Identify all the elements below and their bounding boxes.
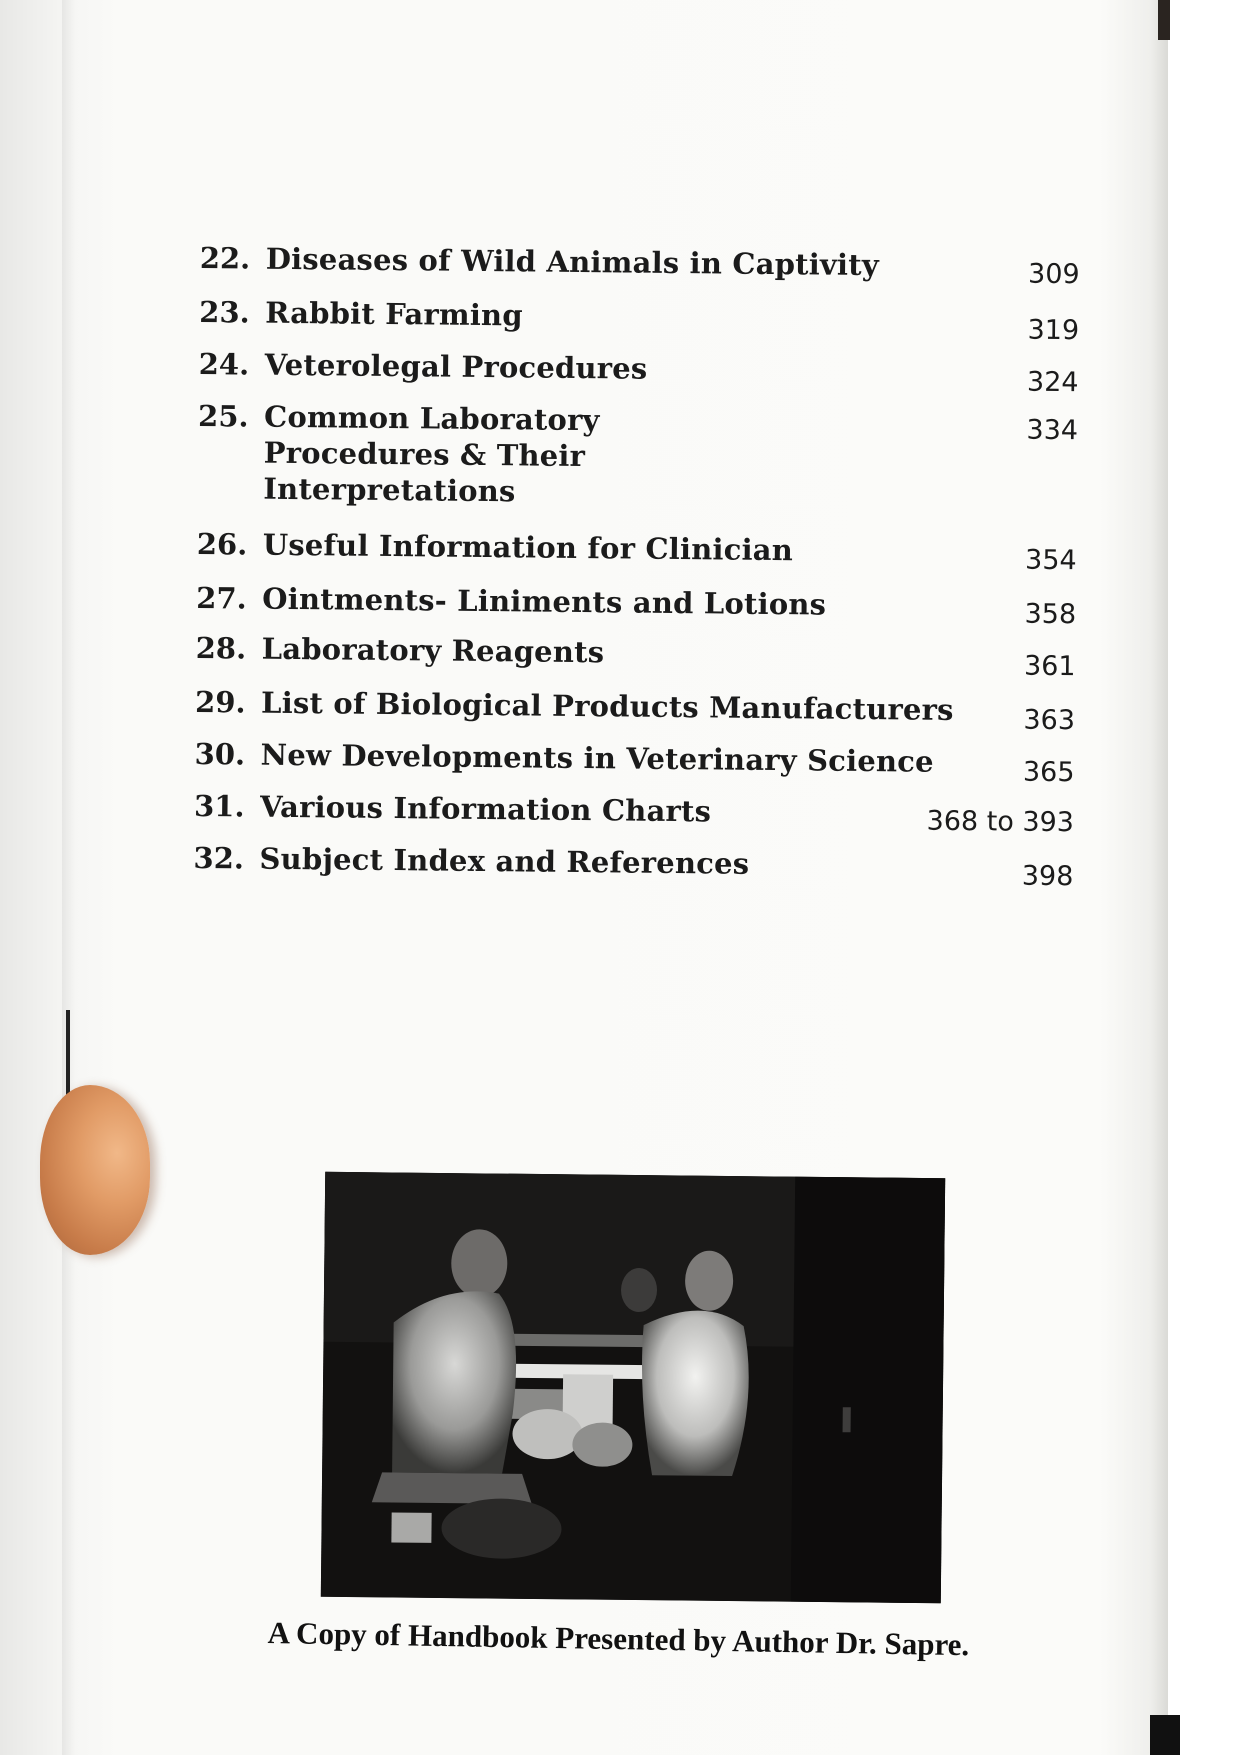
toc-entry <box>197 398 1078 515</box>
toc-entry-page: 358 <box>1024 598 1077 631</box>
toc-entry-number: 26. <box>196 526 248 562</box>
toc-entry-number: 29. <box>194 684 246 720</box>
toc-entry-title: Ointments- Liniments and Lotions <box>262 581 827 622</box>
toc-entry-page: 368 to 393 <box>926 805 1075 839</box>
toc-entry-number: 22. <box>199 240 251 276</box>
toc-entry-title: Common Laboratory Procedures & Their Interpretations <box>263 399 600 509</box>
toc-entry-title: List of Biological Products Manufacturers <box>260 685 954 727</box>
page-right-margin <box>1168 0 1240 1755</box>
toc-entry <box>193 840 1074 893</box>
table-of-contents <box>193 240 1080 893</box>
toc-entry-page: 334 <box>1026 414 1079 447</box>
toc-entry-number: 30. <box>194 736 246 772</box>
book-cover-edge-bottom <box>1150 1715 1180 1755</box>
toc-entry-number: 28. <box>195 630 247 666</box>
toc-entry-title: New Developments in Veterinary Science <box>260 737 934 779</box>
toc-entry-title: Various Information Charts <box>259 789 712 829</box>
book-cover-edge-top <box>1158 0 1170 40</box>
holding-thumb <box>40 1085 150 1255</box>
toc-entry-number: 31. <box>193 788 245 824</box>
toc-entry <box>196 526 1077 577</box>
toc-entry-number: 27. <box>196 580 247 616</box>
toc-entry <box>196 580 1077 631</box>
toc-entry-title: Diseases of Wild Animals in Captivity <box>265 241 880 283</box>
toc-entry-title: Laboratory Reagents <box>261 631 605 670</box>
toc-entry <box>194 736 1075 789</box>
toc-entry-page: 361 <box>1023 650 1076 683</box>
presentation-photo-image <box>321 1172 945 1603</box>
toc-entry-title: Rabbit Farming <box>265 295 523 333</box>
toc-entry-page: 398 <box>1021 860 1074 893</box>
toc-entry <box>195 630 1076 683</box>
toc-entry-number: 24. <box>198 346 250 382</box>
presentation-photo <box>321 1172 945 1603</box>
toc-entry-page: 324 <box>1026 366 1079 399</box>
toc-entry <box>199 240 1080 291</box>
page-binding-shadow <box>62 0 76 1755</box>
toc-entry-page: 354 <box>1024 544 1077 577</box>
toc-entry-number: 32. <box>193 840 245 876</box>
toc-entry-page: 363 <box>1023 704 1076 737</box>
toc-entry-page: 365 <box>1022 756 1075 789</box>
toc-entry-number: 23. <box>199 294 250 330</box>
toc-entry-number: 25. <box>197 398 249 434</box>
toc-entry-title: Useful Information for Clinician <box>262 527 794 568</box>
photo-caption: A Copy of Handbook Presented by Author Dr. Sapre. <box>267 1615 970 1663</box>
toc-entry-title: Veterolegal Procedures <box>264 347 648 386</box>
toc-entry <box>199 294 1080 347</box>
toc-entry-title: Subject Index and References <box>259 841 750 881</box>
toc-entry <box>193 788 1075 839</box>
toc-entry <box>194 684 1076 737</box>
toc-entry-page: 319 <box>1027 314 1080 347</box>
toc-entry <box>198 346 1079 399</box>
toc-entry-page: 309 <box>1027 258 1080 291</box>
